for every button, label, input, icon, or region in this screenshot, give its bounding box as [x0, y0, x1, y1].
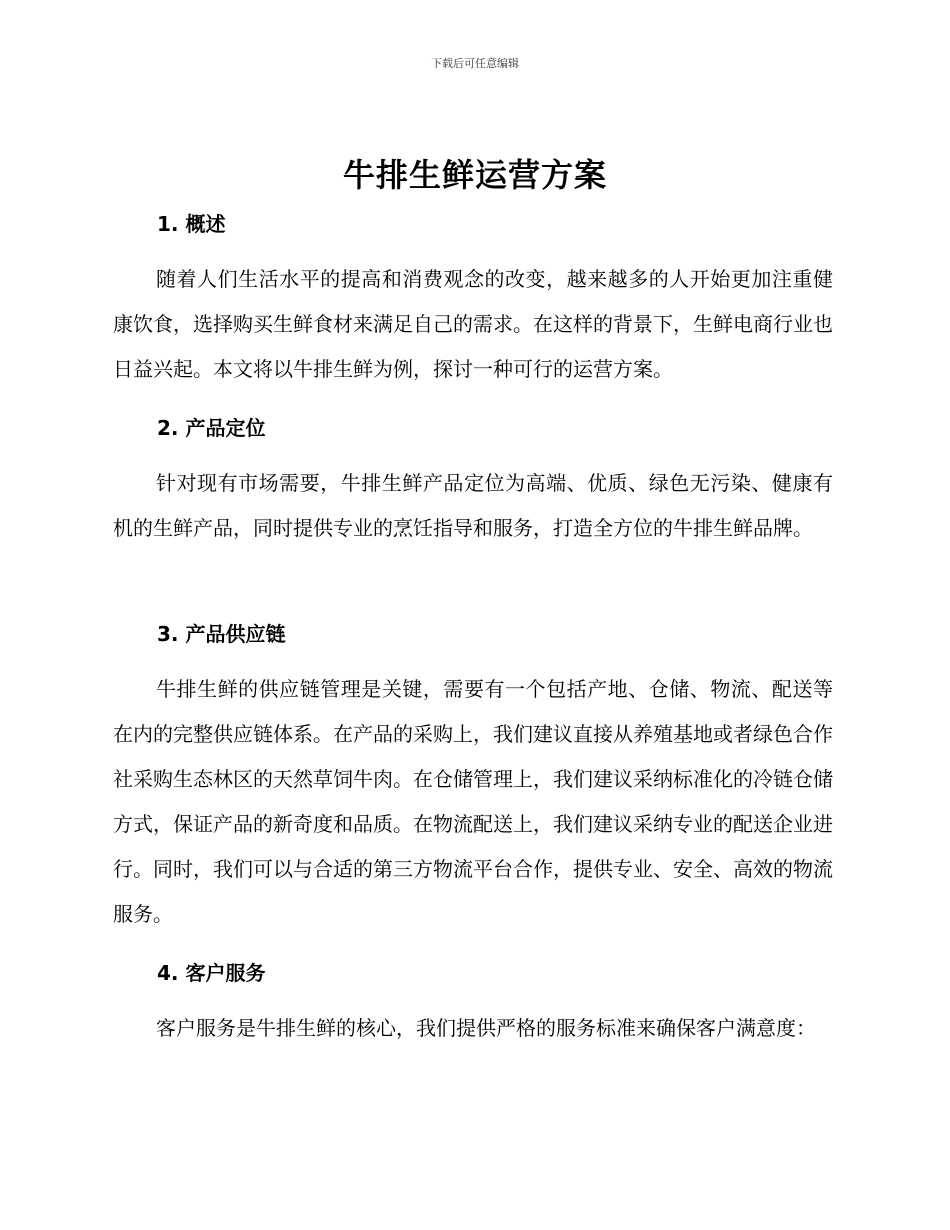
section-body-customer-service: 客户服务是牛排生鲜的核心，我们提供严格的服务标准来确保客户满意度： [156, 1016, 816, 1040]
section-body-supply-chain: 牛排生鲜的供应链管理是关键，需要有一个包括产地、仓储、物流、配送等在内的完整供应链体系。在产品的采购上，我们建议直接从养殖基地或者绿色合作社采购生态林区的天然草饲牛肉。在仓储管理上，我们建议采纳标准化的冷链仓储方式，保证产品的新奇度和品质。在物流配送上，我们建议采纳专业的配送企业进行。同时，我们可以与合适的第三方物流平台合作，提供专业、安全、高效的物流服务。 [113, 677, 833, 926]
document-title: 牛排生鲜运营方案 [342, 156, 607, 194]
section-heading-overview: 1. 概述 [157, 212, 226, 236]
section-body-positioning: 针对现有市场需要，牛排生鲜产品定位为高端、优质、绿色无污染、健康有机的生鲜产品，同时提供专业的烹饪指导和服务，打造全方位的牛排生鲜品牌。 [113, 471, 833, 540]
header-note: 下载后可任意编辑 [431, 57, 519, 70]
section-heading-positioning: 2. 产品定位 [157, 416, 266, 440]
section-heading-supply-chain: 3. 产品供应链 [157, 622, 286, 646]
section-body-overview: 随着人们生活水平的提高和消费观念的改变，越来越多的人开始更加注重健康饮食，选择购买生鲜食材来满足自己的需求。在这样的背景下，生鲜电商行业也日益兴起。本文将以牛排生鲜为例，探讨一种可行的运营方案。 [113, 267, 833, 381]
section-heading-customer-service: 4. 客户服务 [157, 961, 266, 985]
